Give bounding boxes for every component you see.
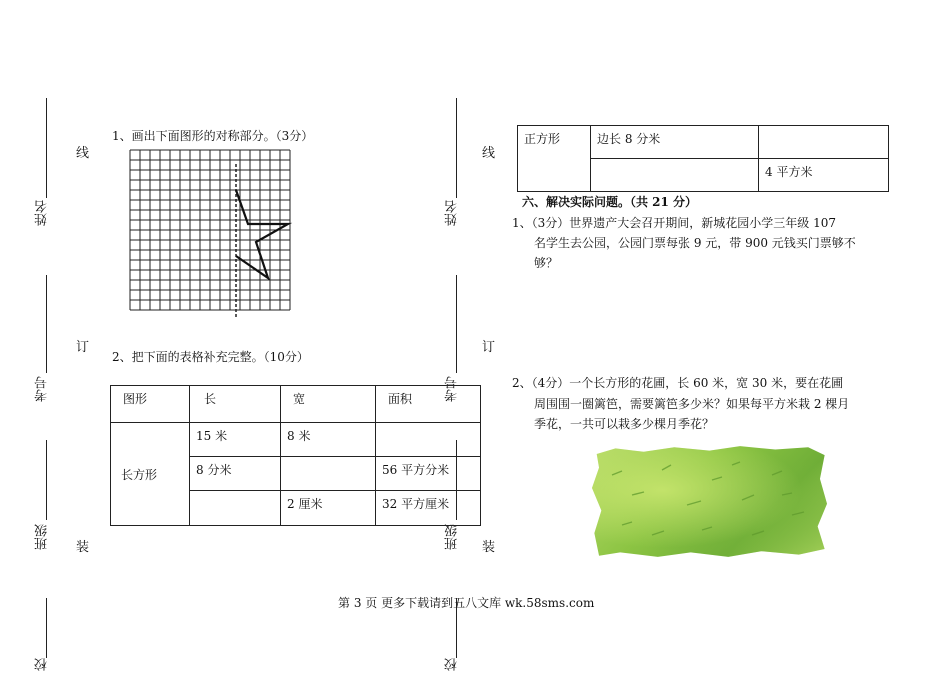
table-cell: 2 厘米 — [281, 491, 376, 526]
exam-no-label: 考号 — [445, 376, 460, 402]
footer-text: 第 3 页 更多下载请到五八文库 wk.58sms.com — [338, 596, 595, 610]
problem-2-line-3: 季花，一共可以栽多少棵月季花？ — [534, 417, 715, 431]
binding-line — [46, 598, 47, 658]
table-cell: 15 米 — [190, 423, 281, 457]
table-cell: 32 平方厘米 — [376, 491, 481, 526]
square-shape-cell: 正方形 — [518, 126, 591, 192]
bind-char: 订 — [482, 340, 496, 355]
problem-2-line-2: 周围围一圈篱笆，需要篱笆多少米？如果每平方米栽 2 棵月 — [534, 397, 850, 411]
binding-line — [46, 440, 47, 520]
table-cell — [190, 491, 281, 526]
binding-line — [46, 98, 47, 198]
name-label: 姓名 — [35, 200, 50, 226]
shape-cell: 长方形 — [111, 423, 190, 526]
header-area: 面积 — [376, 386, 481, 423]
bind-char: 订 — [76, 340, 90, 355]
table-cell — [376, 423, 481, 457]
problem-1-line-3: 够？ — [534, 256, 559, 270]
header-length: 长 — [190, 386, 281, 423]
problem-1-line-1: 1、（3分）世界遗产大会召开期间，新城花园小学三年级 107 — [512, 216, 836, 230]
table-cell — [281, 457, 376, 491]
fold-char: 装 — [76, 540, 90, 555]
class-label: 班级 — [35, 524, 50, 550]
question-2-text: 2、把下面的表格补充完整。（10分） — [112, 350, 309, 364]
name-label: 姓名 — [445, 200, 460, 226]
school-label: 校 — [35, 658, 50, 671]
binding-line — [456, 275, 457, 373]
line-char: 线 — [482, 146, 496, 161]
question-1-text: 1、画出下面图形的对称部分。（3分） — [112, 129, 314, 143]
problem-1-line-2: 名学生去公园，公园门票每张 9 元，带 900 元钱买门票够不 — [534, 236, 856, 250]
fold-char: 装 — [482, 540, 496, 555]
class-label: 班级 — [445, 524, 460, 550]
section-6-title: 六、解决实际问题。（共 21 分） — [522, 195, 698, 209]
table-cell: 56 平方分米 — [376, 457, 481, 491]
symmetry-grid — [128, 148, 302, 322]
school-label: 校 — [445, 658, 460, 671]
square-side-bottom-cell — [591, 159, 759, 192]
square-side-cell: 边长 8 分米 — [591, 126, 759, 159]
square-table — [517, 125, 889, 192]
lawn-strokes — [592, 445, 827, 558]
exam-no-label: 考号 — [35, 376, 50, 402]
square-area-cell: 4 平方米 — [759, 159, 889, 192]
binding-line — [46, 275, 47, 373]
table-cell: 8 米 — [281, 423, 376, 457]
header-shape: 图形 — [111, 386, 190, 423]
rectangle-table — [110, 385, 481, 526]
header-width: 宽 — [281, 386, 376, 423]
problem-2-line-1: 2、（4分）一个长方形的花圃，长 60 米，宽 30 米，要在花圃 — [512, 376, 844, 390]
binding-line — [456, 98, 457, 198]
table-cell: 8 分米 — [190, 457, 281, 491]
square-area-top-cell — [759, 126, 889, 159]
line-char: 线 — [76, 146, 90, 161]
